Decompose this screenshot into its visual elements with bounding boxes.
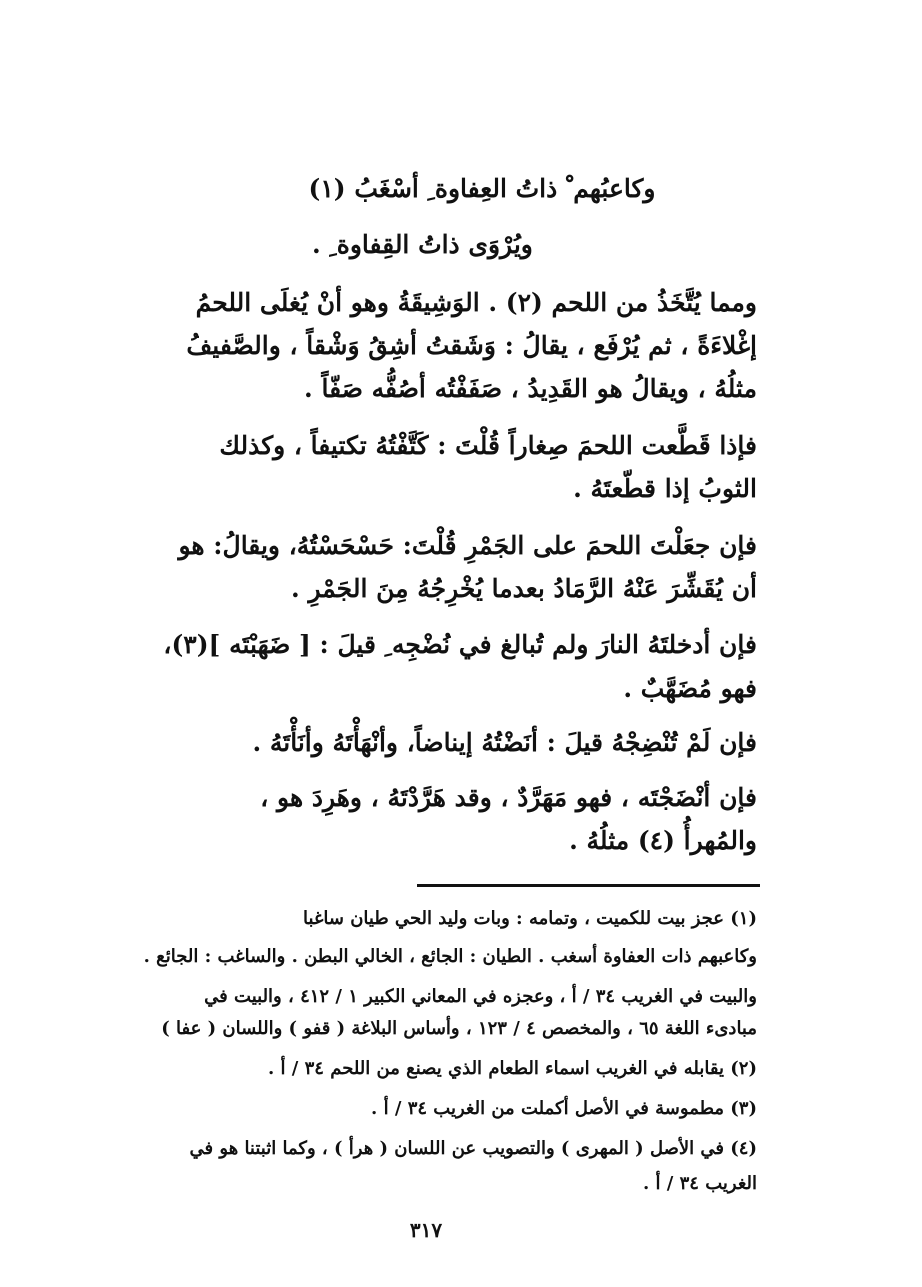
footnote-4-line-2: الغريب ٣٤ / أ . <box>642 1173 757 1194</box>
paragraph-4-line-2: فهو مُضَهَّبٌ . <box>623 674 757 703</box>
footnote-1-line-3: والبيت في الغريب ٣٤ / أ ، وعجزه في المعاني الكبير ١ / ٤١٢ ، والبيت في <box>204 986 757 1007</box>
page-number: ٣١٧ <box>409 1218 443 1242</box>
verse-line-1: وكاعبُهم ْ ذاتُ العِفاوة ِ أسْغَبُ (١) <box>308 174 656 203</box>
paragraph-5-line-1: فإن لَمْ تُنْضِجْهُ قيلَ : أنَضْتُهُ إيناضاً، وأنْهَأْتَهُ وأنَأْتَهُ . <box>252 728 757 757</box>
verse-line-2: ويُرْوَى ذاتُ القِفاوة ِ . <box>312 230 533 259</box>
paragraph-6-line-1: فإن أنْضَجْتَه ، فهو مَهَرَّدٌ ، وقد هَرَّدْتَهُ ، وهَرِدَ هو ، <box>260 783 757 812</box>
paragraph-3-line-2: أن يُقَشِّرَ عَنْهُ الرَّمَادُ بعدما يُخْرِجُهُ مِنَ الجَمْرِ . <box>291 574 757 603</box>
footnote-1-line-1: (١) عجز بيت للكميت ، وتمامه : وبات وليد الحي طيان ساغبا <box>303 908 757 929</box>
paragraph-1-line-1: ومما يُتَّخَذُ من اللحم (٢) . الوَشِيقَةُ وهو أنْ يُغلَى اللحمُ <box>195 288 757 317</box>
footnote-2: (٢) يقابله في الغريب اسماء الطعام الذي يصنع من اللحم ٣٤ / أ . <box>267 1058 757 1079</box>
paragraph-1-line-2: إغْلاءَةً ، ثم يُرْفَع ، يقالُ : وَشَقتُ أشِقُ وَشْقاً ، والصَّفيفُ <box>186 331 757 360</box>
footnote-1-line-4: مبادىء اللغة ٦٥ ، والمخصص ٤ / ١٢٣ ، وأساس البلاغة ( قفو ) واللسان ( عفا ) <box>161 1018 757 1039</box>
paragraph-2-line-1: فإذا قَطَّعت اللحمَ صِغاراً قُلْتَ : كَتَّفْتُهُ تكتيفاً ، وكذلك <box>219 431 757 460</box>
paragraph-6-line-2: والمُهرأُ (٤) مثلُهُ . <box>569 826 757 855</box>
footnote-3: (٣) مطموسة في الأصل أكملت من الغريب ٣٤ / أ . <box>371 1098 757 1119</box>
paragraph-3-line-1: فإن جعَلْتَ اللحمَ على الجَمْرِ قُلْتَ: حَسْحَسْتُهُ، ويقالُ: هو <box>178 531 757 560</box>
paragraph-2-line-2: الثوبُ إذا قطّعتَهُ . <box>573 474 757 503</box>
paragraph-1-line-3: مثلُهُ ، ويقالُ هو القَدِيدُ ، صَفَفْتُه أصُفُّه صَفّاً . <box>304 374 757 403</box>
footnote-1-line-2: وكاعبهم ذات العفاوة أسغب . الطيان : الجائع ، الخالي البطن . والساغب : الجائع . <box>143 946 757 967</box>
paragraph-4-line-1: فإن أدخلتَهُ النارَ ولم تُبالغ في نُضْجِه ِ قيلَ : [ ضَهَبْتَه ](٣)، <box>163 630 757 659</box>
footnote-4-line-1: (٤) في الأصل ( المهرى ) والتصويب عن اللسان ( هرأ ) ، وكما اثبتنا هو في <box>189 1138 757 1159</box>
footnote-separator <box>417 884 760 887</box>
